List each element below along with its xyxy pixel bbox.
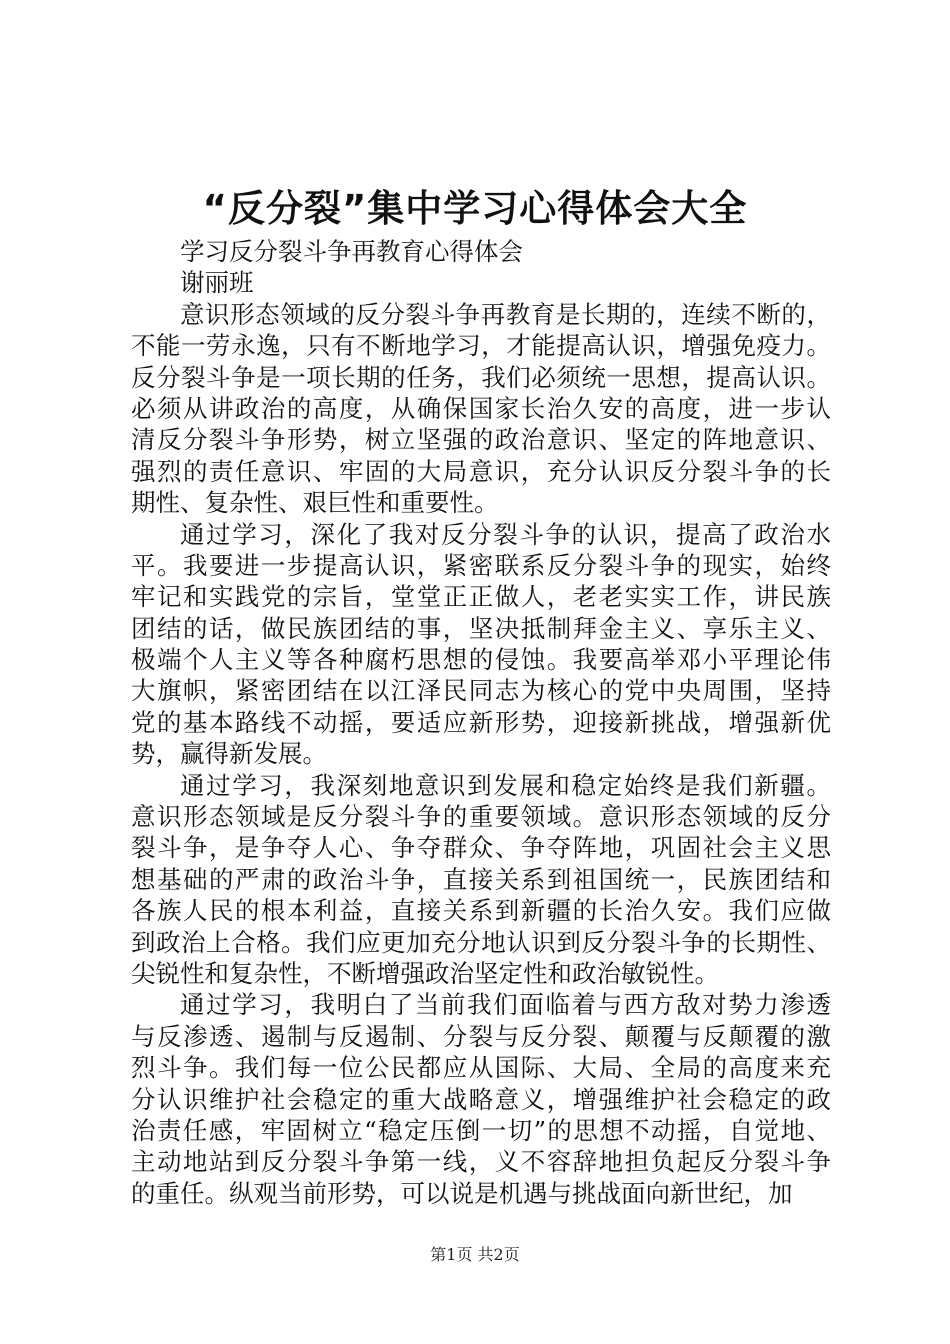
paragraph	[131, 770, 831, 990]
paragraph-line: 强烈的责任意识、牢固的大局意识，充分认识反分裂斗争的长	[131, 456, 831, 486]
paragraph-line: 清反分裂斗争形势，树立坚强的政治意识、坚定的阵地意识、	[131, 425, 831, 455]
document-title: “反分裂”集中学习心得体会大全	[202, 187, 748, 230]
page-footer: 第1页 共2页	[430, 1245, 520, 1264]
paragraph-line: 尖锐性和复杂性，不断增强政治坚定性和政治敏锐性。	[131, 958, 719, 988]
document-author: 谢丽班	[180, 268, 254, 298]
paragraph-line: 党的基本路线不动摇，要适应新形势，迎接新挑战，增强新优	[131, 707, 831, 737]
paragraph-line: 通过学习，我明白了当前我们面临着与西方敌对势力渗透	[180, 990, 831, 1020]
paragraph-line: 烈斗争。我们每一位公民都应从国际、大局、全局的高度来充	[131, 1053, 831, 1083]
paragraph-line: 分认识维护社会稳定的重大战略意义，增强维护社会稳定的政	[131, 1084, 831, 1114]
paragraph-line: 团结的话，做民族团结的事，坚决抵制拜金主义、享乐主义、	[131, 613, 831, 643]
document-body	[131, 236, 831, 1209]
paragraph-line: 牢记和实践党的宗旨，堂堂正正做人，老老实实工作，讲民族	[131, 582, 831, 612]
paragraph-line: 裂斗争，是争夺人心、争夺群众、争夺阵地，巩固社会主义思	[131, 833, 831, 863]
paragraph-line: 大旗帜，紧密团结在以江泽民同志为核心的党中央周围，坚持	[131, 676, 831, 706]
paragraph-line: 与反渗透、遏制与反遏制、分裂与反分裂、颠覆与反颠覆的激	[131, 1021, 831, 1051]
paragraph-line: 不能一劳永逸，只有不断地学习，才能提高认识，增强免疫力。	[131, 331, 831, 361]
paragraph-line: 期性、复杂性、艰巨性和重要性。	[131, 488, 499, 518]
paragraph-line: 平。我要进一步提高认识，紧密联系反分裂斗争的现实，始终	[131, 550, 831, 580]
document-subtitle: 学习反分裂斗争再教育心得体会	[180, 237, 523, 266]
paragraph-line: 的重任。纵观当前形势，可以说是机遇与挑战面向新世纪，加	[131, 1178, 793, 1208]
paragraph-line: 极端个人主义等各种腐朽思想的侵蚀。我要高举邓小平理论伟	[131, 645, 831, 675]
paragraph	[131, 989, 831, 1209]
paragraph-container	[131, 299, 831, 1209]
paragraph-line: 反分裂斗争是一项长期的任务，我们必须统一思想，提高认识。	[131, 362, 831, 392]
paragraph-line: 到政治上合格。我们应更加充分地认识到反分裂斗争的长期性、	[131, 927, 831, 957]
paragraph	[131, 519, 831, 770]
paragraph-line: 想基础的严肃的政治斗争，直接关系到祖国统一，民族团结和	[131, 864, 831, 894]
paragraph-line: 各族人民的根本利益，直接关系到新疆的长治久安。我们应做	[131, 896, 831, 926]
paragraph-line: 通过学习，我深刻地意识到发展和稳定始终是我们新疆。	[180, 770, 831, 800]
paragraph-line: 意识形态领域的反分裂斗争再教育是长期的，连续不断的，	[180, 299, 831, 329]
paragraph-line: 通过学习，深化了我对反分裂斗争的认识，提高了政治水	[180, 519, 831, 549]
paragraph-line: 主动地站到反分裂斗争第一线，义不容辞地担负起反分裂斗争	[131, 1147, 831, 1177]
paragraph-line: 势，赢得新发展。	[131, 739, 327, 769]
paragraph-line: 意识形态领域是反分裂斗争的重要领域。意识形态领域的反分	[131, 802, 831, 832]
paragraph-line: 必须从讲政治的高度，从确保国家长治久安的高度，进一步认	[131, 393, 831, 423]
paragraph-line: 治责任感，牢固树立“稳定压倒一切”的思想不动摇，自觉地、	[131, 1115, 831, 1145]
paragraph	[131, 299, 831, 519]
